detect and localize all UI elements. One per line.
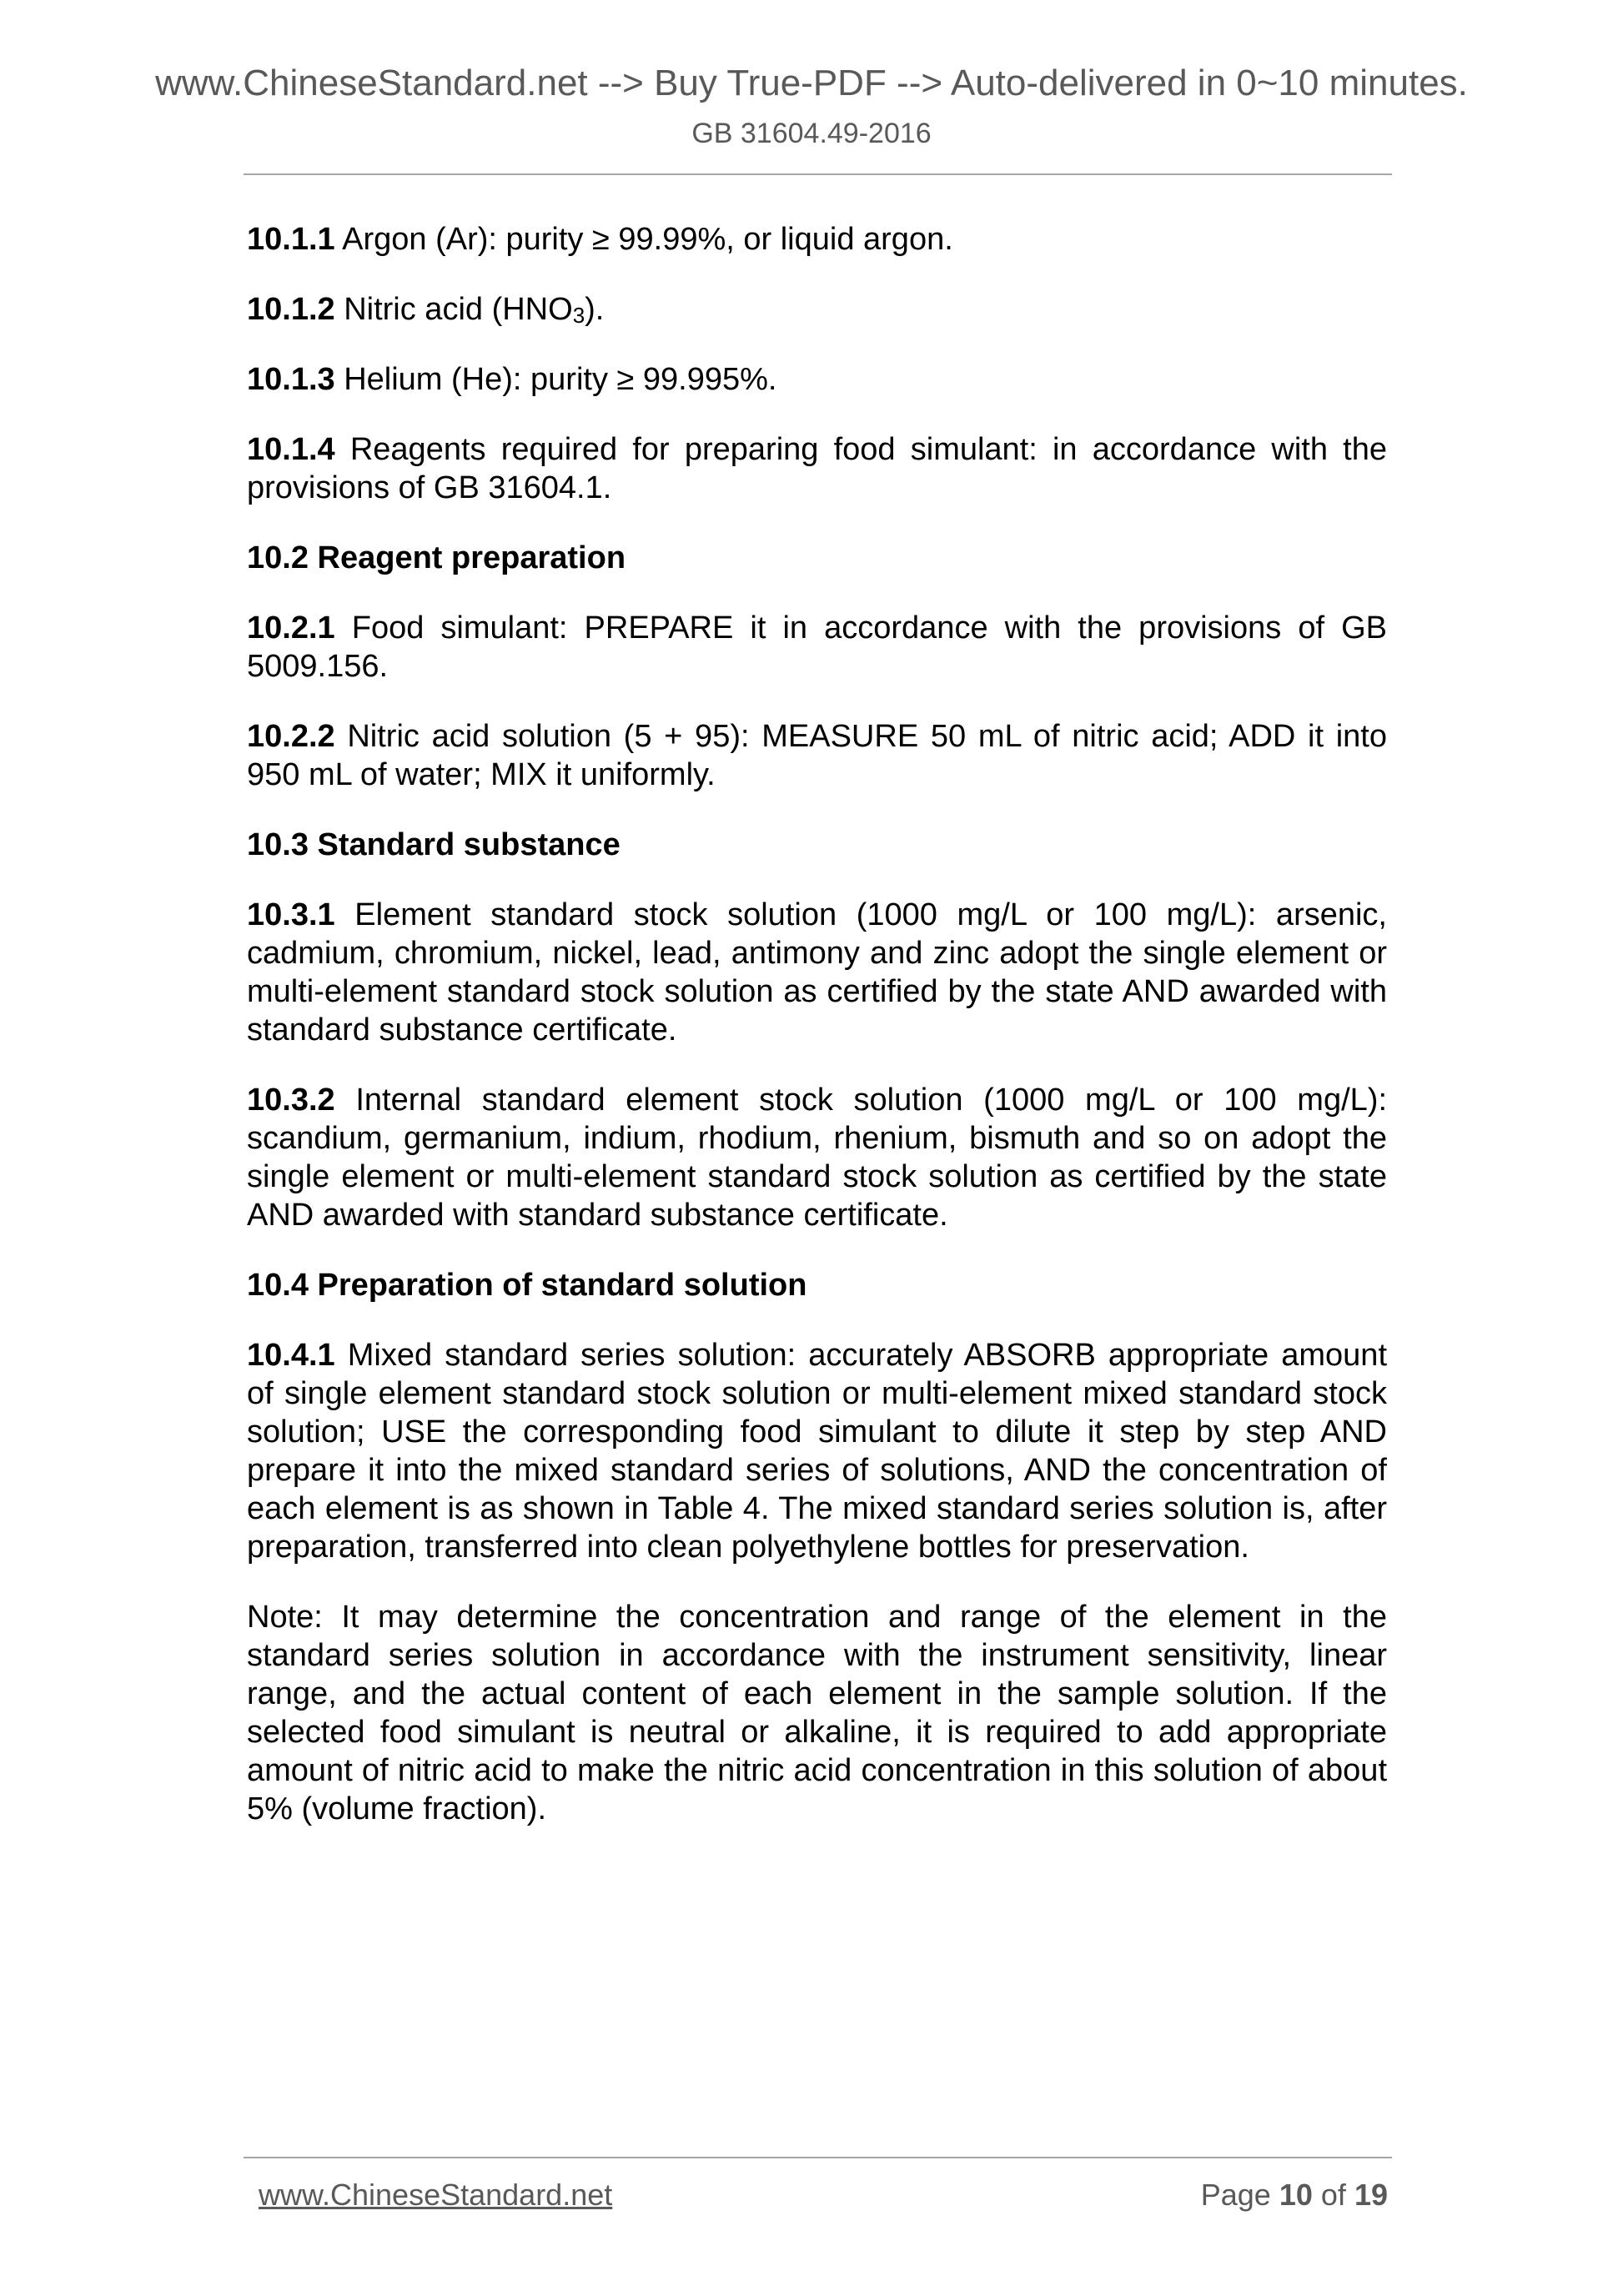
footer-website-link[interactable]: www.ChineseStandard.net <box>259 2178 613 2212</box>
clause-number: 10.2.2 <box>247 719 335 754</box>
clause-10-1-1 <box>247 220 1387 259</box>
section-heading-10-4: 10.4 Preparation of standard solution <box>247 1268 807 1303</box>
clause-number: 10.2.1 <box>247 610 335 646</box>
clause-text: Mixed standard series solution: accurately ABSORB appropriate amount of single element standard stock solution or multi-element mixed standard stock solution; USE the corresponding food simulant to dilute it step by step AND prepare it into the mixed standard series of solutions, AND the concentration of each element is as shown in Table 4. The mixed standard series solution is, after preparation, transferred into clean polyethylene bottles for preservation. <box>247 1338 1387 1565</box>
page-current: 10 <box>1279 2178 1313 2212</box>
clause-10-1-2 <box>247 290 1387 329</box>
clause-10-3-2 <box>247 1081 1387 1234</box>
document-body <box>247 220 1387 1860</box>
clause-text: Helium (He): purity ≥ 99.995%. <box>334 362 777 397</box>
header-divider <box>244 173 1392 175</box>
page-total: 19 <box>1354 2178 1388 2212</box>
standard-code: GB 31604.49-2016 <box>691 118 932 149</box>
clause-10-2-1 <box>247 609 1387 686</box>
page-of: of <box>1320 2178 1346 2212</box>
clause-text: Internal standard element stock solution (1000 mg/L or 100 mg/L): scandium, germanium, indium, rhodium, rhenium, bismuth and so on adopt the single element or multi-element standard stock solution as certified by the state AND awarded with standard substance certificate. <box>247 1083 1387 1233</box>
clause-10-4-1 <box>247 1336 1387 1566</box>
clause-number: 10.1.3 <box>247 362 335 397</box>
subscript: 3 <box>572 303 585 328</box>
clause-text: Argon (Ar): purity ≥ 99.99%, or liquid argon. <box>334 222 953 257</box>
clause-text: Food simulant: PREPARE it in accordance with the provisions of GB 5009.156. <box>247 610 1387 684</box>
clause-number: 10.3.2 <box>247 1083 335 1118</box>
note-paragraph: Note: It may determine the concentration and range of the element in the standard series solution in accordance with the instrument sensitivity, linear range, and the actual content of each element in the sample solution. If the selected food simulant is neutral or alkaline, it is required to add appropriate amount of nitric acid to make the nitric acid concentration in this solution of about 5% (volume fraction). <box>247 1600 1387 1826</box>
clause-text: Nitric acid solution (5 + 95): MEASURE 50 mL of nitric acid; ADD it into 950 mL of water; MIX it uniformly. <box>247 719 1387 792</box>
clause-text: Reagents required for preparing food simulant: in accordance with the provisions of GB 31604.1. <box>247 432 1387 505</box>
clause-number: 10.1.2 <box>247 292 335 327</box>
section-heading-10-3: 10.3 Standard substance <box>247 827 621 862</box>
footer-divider <box>244 2157 1392 2158</box>
clause-number: 10.1.1 <box>247 222 335 257</box>
page-word: Page <box>1200 2178 1271 2212</box>
clause-text: Nitric acid (HNO <box>334 292 573 327</box>
header-banner: www.ChineseStandard.net --> Buy True-PDF --> Auto-delivered in 0~10 minutes. <box>155 63 1468 103</box>
clause-number: 10.3.1 <box>247 897 335 932</box>
clause-10-1-3 <box>247 360 1387 399</box>
clause-10-3-1 <box>247 896 1387 1049</box>
page-indicator <box>1201 2178 1388 2213</box>
clause-text-end: ). <box>585 292 605 327</box>
clause-number: 10.1.4 <box>247 432 335 467</box>
section-heading-10-2: 10.2 Reagent preparation <box>247 540 626 575</box>
clause-number: 10.4.1 <box>247 1338 335 1373</box>
clause-10-2-2 <box>247 717 1387 794</box>
clause-10-1-4 <box>247 430 1387 507</box>
clause-text: Element standard stock solution (1000 mg/L or 100 mg/L): arsenic, cadmium, chromium, nickel, lead, antimony and zinc adopt the single element or multi-element standard stock solution as certified by the state AND awarded with standard substance certificate. <box>247 897 1387 1048</box>
